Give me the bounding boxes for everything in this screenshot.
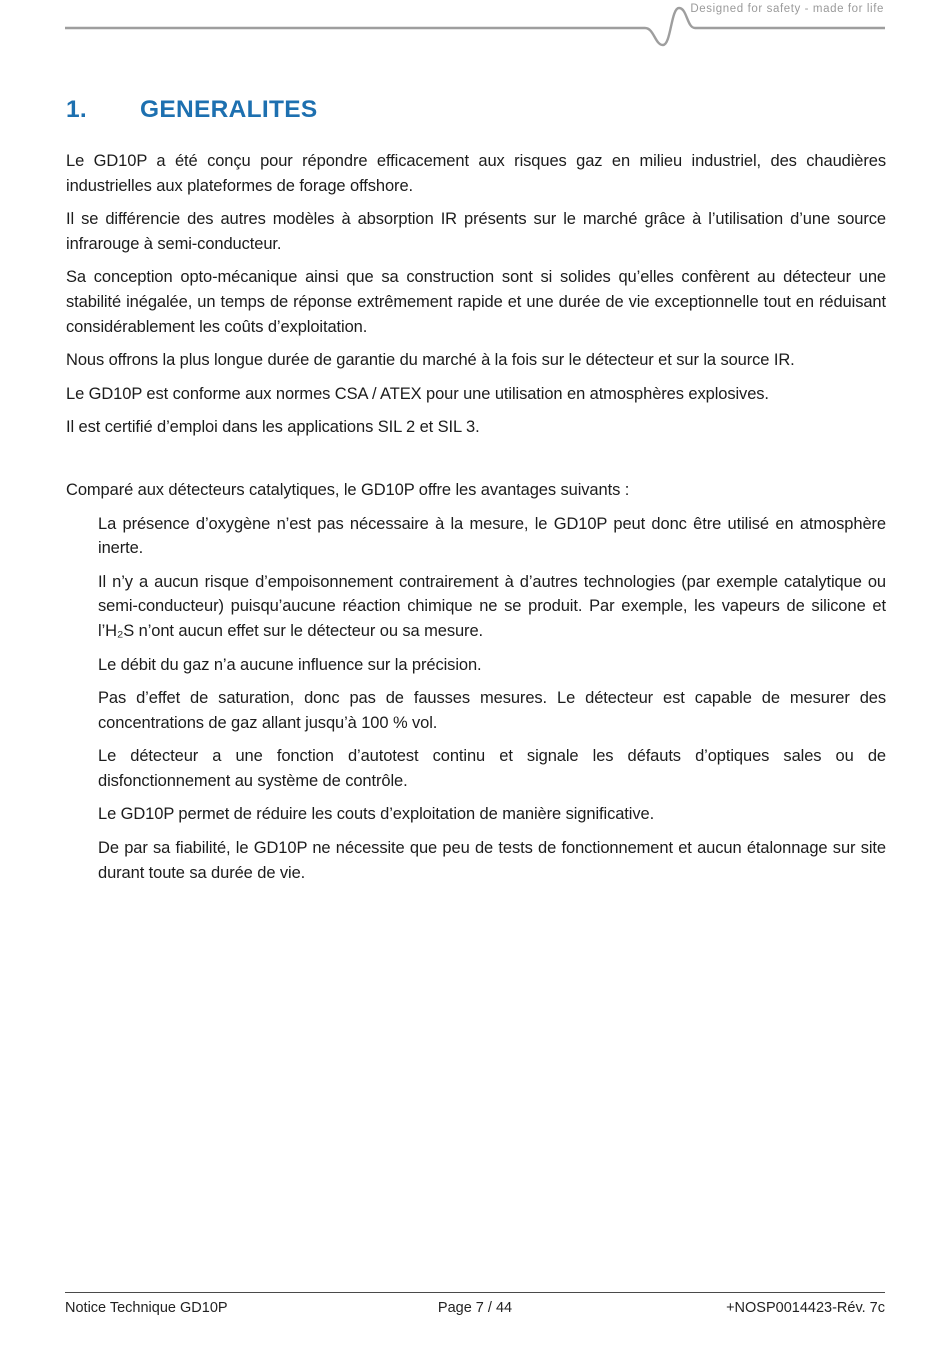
section-generalites — [66, 96, 886, 894]
paragraph: Le GD10P est conforme aux normes CSA / ATEX pour une utilisation en atmosphères explosives. — [66, 384, 769, 403]
advantage-item: Le GD10P permet de réduire les couts d’exploitation de manière significative. — [98, 805, 655, 824]
section-title: GENERALITES — [140, 96, 318, 123]
paragraph: Nous offrons la plus longue durée de garantie du marché à la fois sur le détecteur et sur la source IR. — [66, 351, 795, 370]
advantage-item: Il n’y a aucun risque d’empoisonnement contrairement à d’autres technologies (par exemple catalytique ou semi-conducteur) puisqu’aucune réaction chimique ne se produit. Par exemple, les vapeurs de silicone et l’H₂S n’ont aucun effet sur le détecteur ou sa mesure. — [98, 572, 886, 640]
advantage-item: Pas d’effet de saturation, donc pas de fausses mesures. Le détecteur est capable de mesurer des concentrations de gaz allant jusqu’à 100 % vol. — [98, 689, 886, 732]
footer-doc-title: Notice Technique GD10P — [65, 1300, 228, 1316]
footer-doc-ref: +NOSP0014423-Rév. 7c — [726, 1300, 885, 1316]
advantages-intro: Comparé aux détecteurs catalytiques, le GD10P offre les avantages suivants : — [66, 480, 630, 499]
advantage-item: Le débit du gaz n’a aucune influence sur la précision. — [98, 655, 482, 674]
footer-page-number: Page 7 / 44 — [437, 1300, 513, 1316]
page-footer — [65, 1292, 885, 1316]
header-tagline: Designed for safety - made for life — [690, 3, 884, 15]
advantage-item: La présence d’oxygène n’est pas nécessaire à la mesure, le GD10P peut donc être utilisé en atmosphère inerte. — [98, 514, 886, 558]
paragraph: Le GD10P a été conçu pour répondre efficacement aux risques gaz en milieu industriel, des chaudières industrielles aux plateformes de forage offshore. — [66, 152, 886, 195]
section-heading — [66, 96, 886, 124]
advantage-item: De par sa fiabilité, le GD10P ne nécessite que peu de tests de fonctionnement et aucun étalonnage sur site durant toute sa durée de vie. — [98, 839, 886, 882]
section-number: 1. — [66, 96, 88, 123]
paragraph: Il est certifié d’emploi dans les applications SIL 2 et SIL 3. — [66, 418, 480, 437]
pulse-logo-icon — [65, 0, 885, 56]
advantage-item: Le détecteur a une fonction d’autotest continu et signale les défauts d’optiques sales ou de disfonctionnement au système de contrôle. — [98, 747, 886, 790]
paragraph: Il se différencie des autres modèles à absorption IR présents sur le marché grâce à l’utilisation d’une source infrarouge à semi-conducteur. — [66, 210, 886, 253]
paragraph: Sa conception opto-mécanique ainsi que sa construction sont si solides qu’elles confèrent au détecteur une stabilité inégalée, un temps de réponse extrêmement rapide et une durée de vie exceptionnelle tout en réduisant considérablement les coûts d’exploitation. — [66, 268, 886, 336]
